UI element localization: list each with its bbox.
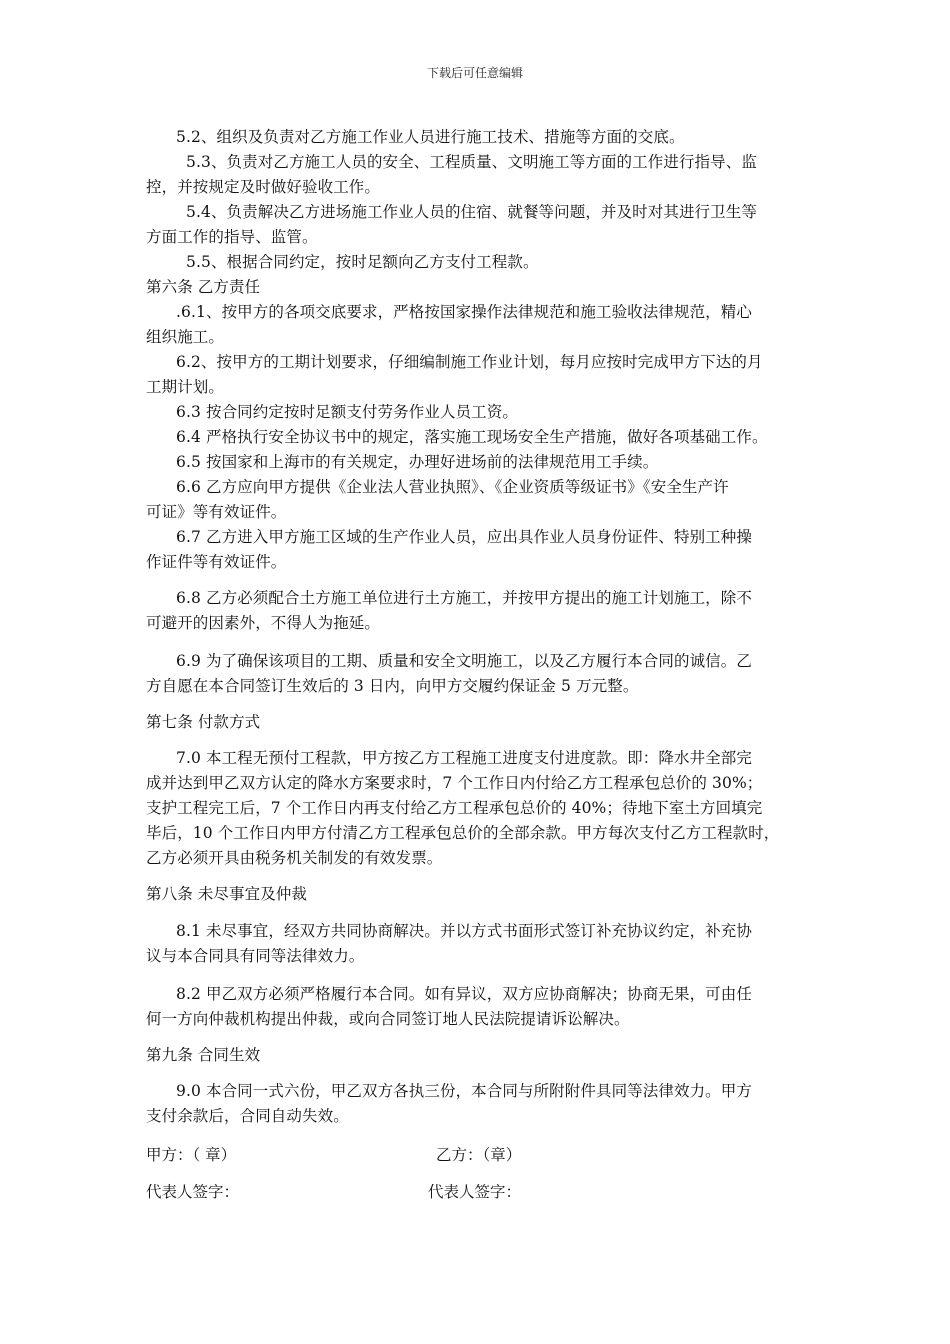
clause-7-0-cont1: 成并达到甲乙双方认定的降水方案要求时，7 个工作日内付给乙方工程承包总价的 30%； xyxy=(146,774,763,792)
clause-6-2-cont: 工期计划。 xyxy=(146,378,225,396)
clause-7-0-cont3: 毕后，10 个工作日内甲方付清乙方工程承包总价的全部余款。甲方每次支付乙方工程款时， xyxy=(146,824,780,842)
clause-9-0-cont: 支付余款后，合同自动失效。 xyxy=(146,1107,349,1125)
clause-8-1-cont: 议与本合同具有同等法律效力。 xyxy=(146,947,365,965)
clause-6-8-cont: 可避开的因素外，不得人为拖延。 xyxy=(146,614,381,632)
clause-5-2: 5.2、组织及负责对乙方施工作业人员进行施工技术、措施等方面的交底。 xyxy=(176,128,685,146)
clause-6-9: 6.9 为了确保该项目的工期、质量和安全文明施工，以及乙方履行本合同的诚信。乙 xyxy=(176,652,752,670)
clause-5-4: 5.4、负责解决乙方进场施工作业人员的住宿、就餐等问题，并及时对其进行卫生等 xyxy=(186,203,757,221)
clause-6-7: 6.7 乙方进入甲方施工区域的生产作业人员，应出具作业人员身份证件、特别工种操 xyxy=(176,528,752,546)
party-b-representative: 代表人签字： xyxy=(428,1183,522,1201)
clause-6-3: 6.3 按合同约定按时足额支付劳务作业人员工资。 xyxy=(176,403,518,421)
clause-5-3-cont: 控，并按规定及时做好验收工作。 xyxy=(146,178,381,196)
article-7-heading: 第七条 付款方式 xyxy=(146,713,261,731)
clause-6-1: .6.1、按甲方的各项交底要求，严格按国家操作法律规范和施工验收法律规范，精心 xyxy=(176,303,752,321)
clause-8-2: 8.2 甲乙双方必须严格履行本合同。如有异议，双方应协商解决；协商无果，可由任 xyxy=(176,985,752,1003)
clause-6-2: 6.2、按甲方的工期计划要求，仔细编制施工作业计划，每月应按时完成甲方下达的月 xyxy=(176,353,763,371)
clause-6-5: 6.5 按国家和上海市的有关规定，办理好进场前的法律规范用工手续。 xyxy=(176,453,659,471)
clause-8-1: 8.1 未尽事宜，经双方共同协商解决。并以方式书面形式签订补充协议约定，补充协 xyxy=(176,922,752,940)
clause-7-0-cont2: 支护工程完工后，7 个工作日内再支付给乙方工程承包总价的 40%；待地下室土方回填完 xyxy=(146,799,763,817)
clause-5-4-cont: 方面工作的指导、监管。 xyxy=(146,228,318,246)
clause-6-1-cont: 组织施工。 xyxy=(146,328,225,346)
clause-7-0: 7.0 本工程无预付工程款，甲方按乙方工程施工进度支付进度款。即：降水井全部完 xyxy=(176,749,752,767)
party-b-seal: 乙方：（章） xyxy=(436,1146,522,1164)
clause-8-2-cont: 何一方向仲裁机构提出仲裁，或向合同签订地人民法院提请诉讼解决。 xyxy=(146,1010,630,1028)
page-header: 下载后可任意编辑 xyxy=(426,66,523,80)
party-a-seal: 甲方：（ 章） xyxy=(146,1146,237,1164)
article-6-heading: 第六条 乙方责任 xyxy=(146,278,261,296)
clause-5-3: 5.3、负责对乙方施工人员的安全、工程质量、文明施工等方面的工作进行指导、监 xyxy=(186,153,757,171)
article-8-heading: 第八条 未尽事宜及仲裁 xyxy=(146,885,308,903)
clause-9-0: 9.0 本合同一式六份，甲乙双方各执三份，本合同与所附附件具同等法律效力。甲方 xyxy=(176,1082,752,1100)
clause-6-9-cont: 方自愿在本合同签订生效后的 3 日内，向甲方交履约保证金 5 万元整。 xyxy=(146,677,639,695)
clause-6-6-cont: 可证》等有效证件。 xyxy=(146,503,287,521)
clause-6-4: 6.4 严格执行安全协议书中的规定，落实施工现场安全生产措施，做好各项基础工作。 xyxy=(176,428,768,446)
article-9-heading: 第九条 合同生效 xyxy=(146,1046,261,1064)
clause-6-6: 6.6 乙方应向甲方提供《企业法人营业执照》、《企业资质等级证书》《安全生产许 xyxy=(176,478,729,496)
party-a-representative: 代表人签字： xyxy=(146,1183,240,1201)
clause-6-7-cont: 作证件等有效证件。 xyxy=(146,553,287,571)
clause-5-5: 5.5、根据合同约定，按时足额向乙方支付工程款。 xyxy=(186,253,539,271)
clause-7-0-cont4: 乙方必须开具由税务机关制发的有效发票。 xyxy=(146,849,443,867)
clause-6-8: 6.8 乙方必须配合土方施工单位进行土方施工，并按甲方提出的施工计划施工，除不 xyxy=(176,589,752,607)
